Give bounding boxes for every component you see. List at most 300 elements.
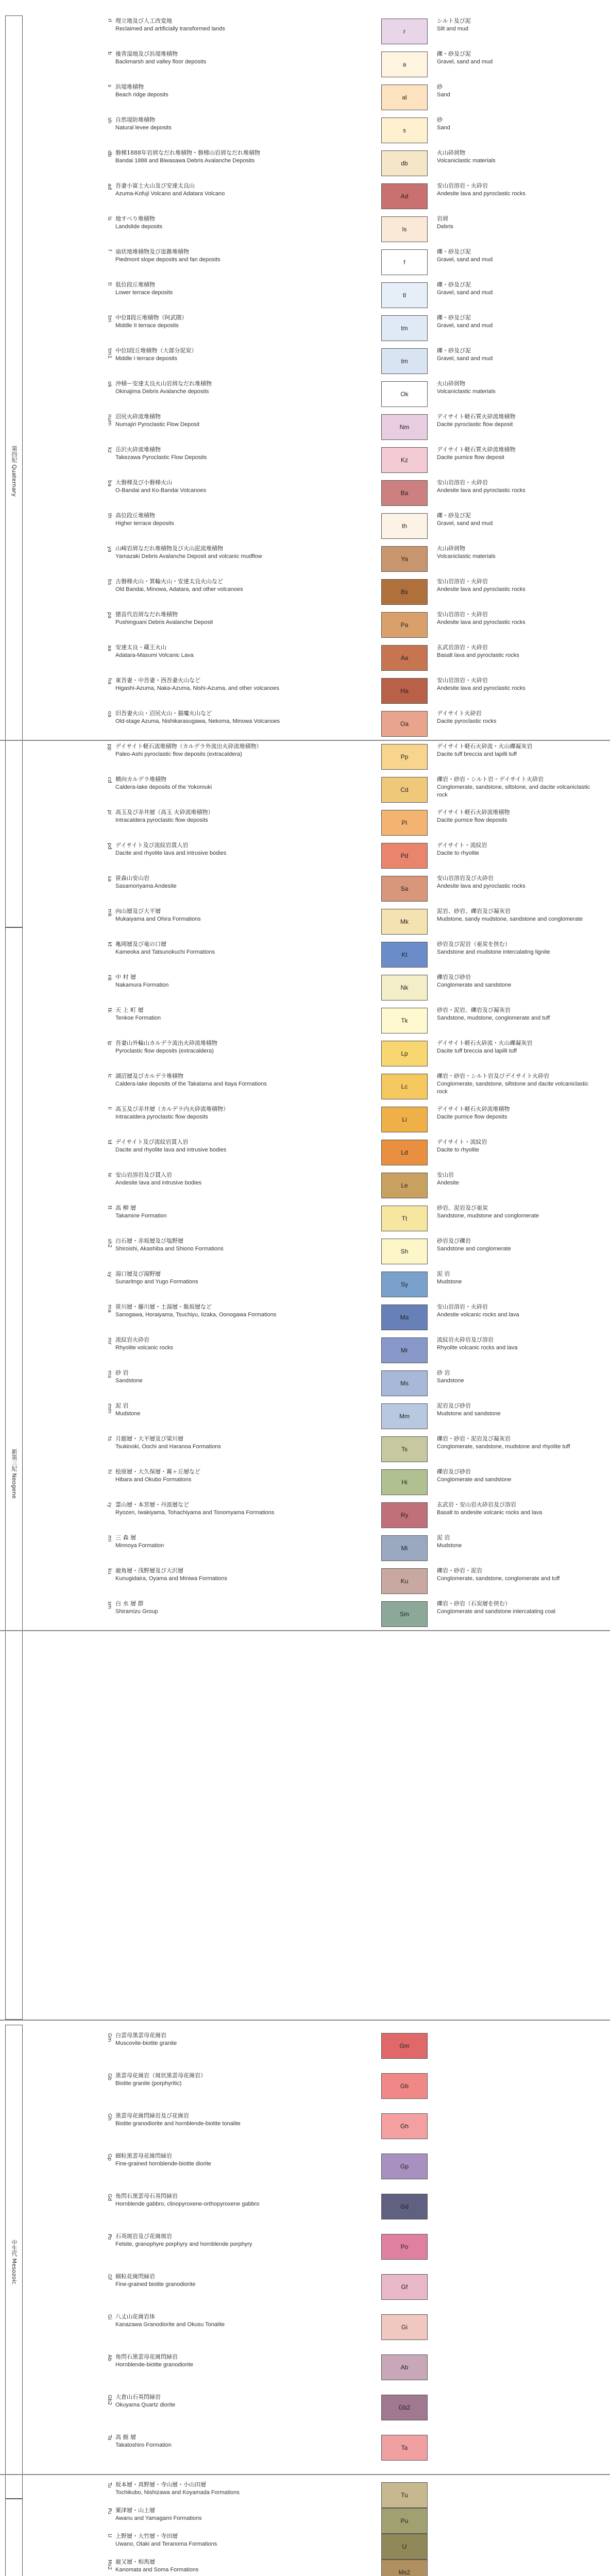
color-swatch: Ms2: [381, 2560, 428, 2576]
color-swatch: Lp: [381, 1041, 428, 1066]
lithology: [437, 1369, 597, 1385]
unit-code: sa: [107, 876, 112, 882]
color-swatch: r: [381, 19, 428, 44]
formation-name: [115, 809, 373, 824]
legend-row: [103, 774, 598, 807]
lithology: [437, 1270, 597, 1286]
lithology: [437, 1238, 597, 1253]
legend-row: [103, 2311, 598, 2344]
color-swatch: Nk: [381, 975, 428, 1001]
lithology: [437, 875, 597, 890]
formation-name-ja: 高 柳 層: [115, 1205, 136, 1211]
color-swatch: Pd: [381, 843, 428, 869]
legend-row: [103, 1268, 598, 1301]
lithology-ja: デイサイト軽石質火砕流堆積物: [437, 446, 516, 453]
lithology-ja: デイサイト軽石質火砕流堆積物: [437, 413, 516, 420]
color-swatch: Ab: [381, 2354, 428, 2380]
lithology: [437, 446, 597, 462]
formation-name-ja: 粟津層・山上層: [115, 2507, 155, 2514]
legend-row: [103, 1466, 598, 1499]
formation-name-ja: 大倉山石英閃緑岩: [115, 2394, 161, 2400]
unit-code: pa: [107, 612, 112, 619]
lithology-en: Andesite lava and pyroclastic rocks: [437, 487, 526, 494]
unit-code: hi: [107, 1469, 112, 1475]
lithology: [437, 545, 597, 561]
formation-name-en: Pushinguani Debris Avalanche Deposit: [115, 619, 213, 625]
color-swatch: Cd: [381, 777, 428, 803]
formation-name-en: Okuyama Quartz diorite: [115, 2401, 176, 2408]
formation-name: [115, 2193, 373, 2208]
unit-code: ls: [107, 216, 112, 221]
unit-code: ma: [107, 1304, 112, 1313]
unit-code: Gd: [107, 2194, 112, 2201]
unit-code: cd: [107, 777, 112, 783]
formation-name: [115, 743, 373, 758]
formation-name-en: Tenkoe Formation: [115, 1014, 161, 1021]
formation-name-ja: 高玉及び赤井層（高玉 火砕流堆積物）: [115, 809, 214, 816]
color-swatch: Gi: [381, 2314, 428, 2340]
legend-row: [103, 279, 598, 312]
lithology: [437, 611, 597, 626]
unit-code: tm1: [107, 348, 112, 359]
lithology-en: Mudstone: [437, 1278, 462, 1285]
lithology: [437, 479, 597, 495]
color-swatch: Ba: [381, 480, 428, 506]
unit-code: s: [107, 84, 112, 88]
legend-row: [103, 609, 598, 642]
lithology-ja: 砂岩及び泥岩（亜炭を挟む）: [437, 941, 511, 947]
legend-row: [103, 1170, 598, 1202]
formation-name: [115, 1238, 373, 1253]
formation-name-ja: 高玉及び赤井層（カルデラ内火砕流堆積物）: [115, 1106, 229, 1112]
formation-name-ja: 八丈山花崗岩体: [115, 2313, 155, 2320]
color-swatch: al: [381, 84, 428, 110]
color-swatch: Kt: [381, 942, 428, 968]
formation-name: [115, 2558, 373, 2574]
formation-name-en: Azuma-Kofuji Volcano and Adatara Volcano: [115, 190, 225, 197]
formation-name-ja: デイサイト軽石流堆積物（カルデラ外流出火砕流堆積物）: [115, 743, 262, 750]
lithology-ja: 安山岩溶岩・火砕岩: [437, 479, 488, 486]
formation-name-en: O-Bandai and Ko-Bandai Volcanoes: [115, 487, 207, 494]
formation-name-ja: 桧原層・大久保層・霧ヶ丘層など: [115, 1468, 200, 1475]
legend-row: [103, 147, 598, 180]
unit-code: Ta: [107, 2435, 112, 2441]
unit-code: kt: [107, 942, 112, 947]
legend-row: [103, 114, 598, 147]
unit-code: Pu: [107, 2508, 112, 2515]
lithology: [437, 413, 597, 429]
formation-name-ja: 上野層・大竹層・寺田層: [115, 2533, 178, 2539]
formation-name-en: Andesite lava and intrusive bodies: [115, 1179, 201, 1186]
color-swatch: Mk: [381, 909, 428, 935]
lithology-en: Basalt to andesite volcanic rocks and lava: [437, 1509, 543, 1516]
lithology-ja: デイサイト軽石火砕流堆積物: [437, 1106, 510, 1112]
formation-name-en: Takezawa Pyroclastic Flow Deposits: [115, 454, 207, 461]
lithology-en: Silt and mud: [437, 25, 469, 32]
color-swatch: Lc: [381, 1074, 428, 1099]
formation-name-en: Felsite, granophyre porphyry and hornblende porphyry: [115, 2241, 252, 2247]
lithology-ja: 砂岩、泥岩及び亜炭: [437, 1205, 488, 1211]
formation-name-ja: 白石層・赤坂層及び塩野層: [115, 1238, 183, 1244]
unit-code: Ab: [107, 2354, 112, 2362]
unit-code: db: [107, 150, 112, 157]
unit-code: ku: [107, 1568, 112, 1574]
unit-code: th: [107, 513, 112, 519]
formation-name-ja: 吾妻山外輪山カルデラ流出火砕流堆積物: [115, 1040, 217, 1046]
formation-name-en: Caldera-lake deposits of the Yokomuki: [115, 784, 212, 790]
legend-row: [103, 873, 598, 906]
legend-row: [103, 444, 598, 477]
lithology-ja: シルト及び泥: [437, 18, 471, 24]
formation-name-en: Sasamoriyama Andesite: [115, 883, 177, 889]
lithology: [437, 1567, 597, 1583]
formation-name-ja: 石英斑岩及び花崗斑岩: [115, 2233, 172, 2240]
color-swatch: Sy: [381, 1272, 428, 1297]
color-swatch: Ld: [381, 1140, 428, 1165]
lithology: [437, 215, 597, 231]
formation-name: [115, 1435, 373, 1451]
formation-name-ja: 白 水 層 群: [115, 1600, 144, 1607]
lithology-en: Dacite to rhyolite: [437, 850, 479, 856]
color-swatch: Tk: [381, 1008, 428, 1033]
lithology: [437, 743, 597, 758]
lithology-ja: 泥岩及び砂岩: [437, 1402, 471, 1409]
legend-row: [103, 1104, 598, 1137]
formation-name-en: Fine-grained hornblende-biotite diorite: [115, 2160, 211, 2167]
lithology-en: Conglomerate and sandstone: [437, 1476, 512, 1483]
lithology-en: Conglomerate, sandstone, siltstone and dacite volcaniclastic rock: [437, 1080, 589, 1095]
formation-name-ja: 細粒花崗閃緑岩: [115, 2273, 155, 2280]
formation-name-en: Sandstone: [115, 1377, 143, 1384]
formation-name-en: Biotite granodiorite and hornblende-biotite tonalite: [115, 2120, 241, 2127]
formation-name: [115, 248, 373, 264]
lithology-en: Conglomerate, sandstone, mudstone and rhyolite tuff: [437, 1443, 570, 1450]
formation-name: [115, 2313, 373, 2329]
legend-row: [103, 1565, 598, 1598]
formation-name-en: Uwano, Otaki and Teranoma Formations: [115, 2540, 217, 2547]
formation-name: [115, 1501, 373, 1517]
lithology-en: Volcaniclastic materials: [437, 157, 496, 164]
lithology: [437, 512, 597, 528]
lithology-en: Gravel, sand and mud: [437, 520, 493, 527]
formation-name-en: Shiramizu Group: [115, 1608, 158, 1615]
lithology: [437, 941, 597, 956]
formation-name: [115, 1534, 373, 1550]
lithology: [437, 1336, 597, 1352]
legend-row: [103, 378, 598, 411]
formation-name: [115, 1106, 373, 1121]
formation-name-ja: 角閃石黒雲母石英閃緑岩: [115, 2193, 178, 2199]
lithology-en: Sand: [437, 91, 450, 98]
formation-name-en: Intracaldera pyroclastic flow deposits: [115, 1113, 208, 1120]
lithology: [437, 1139, 597, 1154]
unit-code: lp: [107, 1041, 112, 1046]
formation-name-ja: 沖積ー安達太良火山岩屑なだれ堆積物: [115, 380, 212, 387]
legend-row: [103, 1499, 598, 1532]
formation-name: [115, 908, 373, 923]
formation-name: [115, 2072, 373, 2088]
unit-code: ts: [107, 1436, 112, 1442]
unit-code: Ms2: [107, 2560, 112, 2570]
formation-name-ja: 吾妻小富士火山及び安達太良山: [115, 182, 195, 189]
lithology-ja: 安山岩溶岩・火砕岩: [437, 611, 488, 618]
formation-name-en: Tochikubo, Nishizawa and Koyamada Formations: [115, 2489, 240, 2496]
unit-code: rl: [107, 19, 112, 22]
lithology: [437, 1073, 597, 1096]
lithology-ja: 礫・砂及び泥: [437, 281, 471, 288]
lithology-en: Basalt lava and pyroclastic rocks: [437, 652, 519, 658]
lithology-en: Andesite lava and pyroclastic rocks: [437, 586, 526, 592]
lithology-ja: デイサイト軽石火砕流堆積物: [437, 809, 510, 816]
formation-name: [115, 1270, 373, 1286]
lithology-ja: 安山岩溶岩・火砕岩: [437, 578, 488, 585]
formation-name-en: Hornblende gabbro, clinopyroxene-orthopyroxene gabbro: [115, 2200, 260, 2207]
unit-code: Gb2: [107, 2395, 112, 2405]
lithology-en: Dacite pumice flow deposits: [437, 1113, 507, 1120]
legend-row: [103, 2271, 598, 2304]
era-label: [5, 2499, 23, 2576]
formation-name-en: Landslide deposits: [115, 223, 163, 230]
unit-code: pi: [107, 810, 112, 815]
formation-name-en: Yamazaki Debris Avalanche Deposit and volcanic mudflow: [115, 553, 262, 560]
legend-row: [103, 576, 598, 609]
formation-name: [115, 2032, 373, 2047]
unit-code: sh: [107, 117, 112, 124]
formation-name-en: Muscovite-biotite granite: [115, 2040, 177, 2046]
formation-name: [115, 578, 373, 594]
formation-name-en: Kunugidaira, Oyama and Miniwa Formations: [115, 1575, 228, 1582]
formation-name-en: Kameoka and Tatsunokuchi Formations: [115, 948, 215, 955]
formation-name: [115, 380, 373, 396]
lithology-en: Sandstone and mudstone intercalating lignite: [437, 948, 550, 955]
formation-name-en: Sunaritngo and Yugo Formations: [115, 1278, 198, 1285]
color-swatch: Po: [381, 2234, 428, 2260]
unit-code: ba: [107, 480, 112, 487]
lithology: [437, 18, 597, 33]
unit-code: sy: [107, 1272, 112, 1278]
formation-name-en: Piedmont slope deposits and fan deposits: [115, 256, 221, 263]
lithology-ja: 砂: [437, 116, 443, 123]
formation-name-en: Middle I terrace deposits: [115, 355, 177, 362]
lithology-ja: 礫岩及び砂岩: [437, 1468, 471, 1475]
legend-row: [103, 675, 598, 708]
formation-name: [115, 776, 373, 791]
lithology-en: Gravel, sand and mud: [437, 322, 493, 329]
lithology-en: Gravel, sand and mud: [437, 58, 493, 65]
color-swatch: Gp: [381, 2154, 428, 2179]
formation-name-ja: 月舘層・大平層及び梁川層: [115, 1435, 183, 1442]
formation-name-en: Paleo-Ashi pyroclastic flow deposits (extracaldera): [115, 751, 242, 757]
unit-code: ld: [107, 1140, 112, 1145]
unit-code: pd: [107, 843, 112, 850]
unit-code: oa: [107, 711, 112, 718]
formation-name: [115, 83, 373, 99]
color-swatch: Tt: [381, 1206, 428, 1231]
formation-name-ja: 後背湿地及び浜堤堆積物: [115, 50, 178, 57]
color-swatch: Mr: [381, 1337, 428, 1363]
formation-name: [115, 116, 373, 132]
formation-name-en: Higher terrace deposits: [115, 520, 174, 527]
lithology-ja: 礫・砂及び泥: [437, 512, 471, 519]
color-swatch: Oa: [381, 711, 428, 737]
legend-row: [103, 2432, 598, 2465]
lithology-en: Conglomerate, sandstone, conglomerate and tuff: [437, 1575, 560, 1582]
legend-row: [103, 2556, 598, 2576]
formation-name: [115, 1402, 373, 1418]
color-swatch: Sa: [381, 876, 428, 902]
color-swatch: tm: [381, 348, 428, 374]
color-swatch: Ta: [381, 2435, 428, 2461]
lithology-ja: 火山砕屑物: [437, 380, 465, 387]
lithology: [437, 182, 597, 198]
formation-name: [115, 1205, 373, 1220]
unit-code: tm: [107, 315, 112, 323]
lithology-en: Dacite tuff breccia and lapilli tuff: [437, 1047, 517, 1054]
color-swatch: Ry: [381, 1502, 428, 1528]
lithology-en: Dacite pyroclastic flow deposit: [437, 421, 513, 428]
formation-name-ja: 東吾妻・中吾妻・西吾妻火山など: [115, 677, 200, 684]
color-swatch: Gm: [381, 2033, 428, 2059]
lithology-en: Sandstone and conglomerate: [437, 1245, 511, 1252]
formation-name-en: Nakamura Formation: [115, 981, 169, 988]
unit-code: Gi: [107, 2314, 112, 2320]
formation-name: [115, 1139, 373, 1154]
lithology: [437, 380, 597, 396]
formation-name: [115, 1040, 373, 1055]
lithology-en: Volcaniclastic materials: [437, 553, 496, 560]
formation-name: [115, 545, 373, 561]
lithology: [437, 149, 597, 165]
unit-code: Gm: [107, 2033, 112, 2042]
formation-name-ja: 黒雲母花崗閃緑岩及び花崗岩: [115, 2112, 189, 2119]
formation-name: [115, 215, 373, 231]
formation-name: [115, 446, 373, 462]
color-swatch: Gb2: [381, 2395, 428, 2420]
color-swatch: Ms: [381, 1370, 428, 1396]
formation-name-ja: 猪苗代岩屑なだれ堆積物: [115, 611, 178, 618]
legend-row: [103, 411, 598, 444]
formation-name-en: Numajiri Pyroclastic Flow Deposit: [115, 421, 200, 428]
legend-row: [103, 81, 598, 114]
legend-row: [103, 1038, 598, 1071]
formation-name-en: Backmarsh and valley floor deposits: [115, 58, 207, 65]
color-swatch: Gd: [381, 2194, 428, 2219]
formation-name-ja: 細粒黒雲母花崗閃緑岩: [115, 2153, 172, 2159]
legend-row: [103, 642, 598, 675]
formation-name-ja: 湖沼層及びカルデラ堆積物: [115, 1073, 183, 1079]
formation-name-ja: 亀岡層及び竜の口層: [115, 941, 166, 947]
lithology-ja: 火山砕屑物: [437, 545, 465, 552]
legend-row: [103, 2191, 598, 2224]
formation-name-en: Natural levee deposits: [115, 124, 172, 131]
legend-row: [103, 2392, 598, 2425]
formation-name-en: Tsukinoki, Oochi and Haranoa Formations: [115, 1443, 221, 1450]
formation-name: [115, 2394, 373, 2409]
legend-row: [103, 1137, 598, 1170]
color-swatch: Bs: [381, 579, 428, 605]
formation-name: [115, 413, 373, 429]
formation-name-en: Hibara and Okubo Formations: [115, 1476, 192, 1483]
lithology: [437, 710, 597, 725]
legend-row: [103, 213, 598, 246]
formation-name-en: Middle II terrace deposits: [115, 322, 179, 329]
lithology-ja: 礫岩・砂岩・シルト岩・デイサイト火砕岩: [437, 776, 544, 783]
lithology: [437, 248, 597, 264]
color-swatch: Ma: [381, 1304, 428, 1330]
formation-name: [115, 677, 373, 692]
unit-code: li: [107, 1107, 112, 1110]
lithology-ja: 礫岩・砂岩（石炭層を挟む）: [437, 1600, 511, 1607]
formation-name-en: Minnoya Formation: [115, 1542, 164, 1549]
formation-name-en: Intracaldera pyroclastic flow deposits: [115, 817, 208, 823]
formation-name-en: Awanu and Yamagami Formations: [115, 2515, 202, 2521]
formation-name-ja: 浜堤堆積物: [115, 83, 144, 90]
formation-name-en: Hornblende-biotite granodiorite: [115, 2361, 194, 2368]
lithology-en: Dacite pyroclastic rocks: [437, 718, 497, 724]
lithology: [437, 1435, 597, 1451]
unit-code: le: [107, 1173, 112, 1177]
lithology-en: Mudstone: [437, 1542, 462, 1549]
legend-row: [103, 1235, 598, 1268]
formation-name-ja: 笹川層・藤川層・土湯層・飯坂層など: [115, 1303, 212, 1310]
lithology-en: Sandstone, mudstone, conglomerate and tuff: [437, 1014, 550, 1021]
formation-name-en: Adatara-Masumi Volcanic Lava: [115, 652, 194, 658]
formation-name: [115, 2112, 373, 2128]
legend-row: [103, 48, 598, 81]
color-swatch: Pu: [381, 2508, 428, 2534]
color-swatch: Ok: [381, 381, 428, 407]
unit-code: ya: [107, 546, 112, 553]
color-swatch: Sm: [381, 1601, 428, 1627]
section-divider: [0, 2474, 610, 2475]
color-swatch: Aa: [381, 645, 428, 671]
unit-code: mi: [107, 1535, 112, 1542]
formation-name-en: Beach ridge deposits: [115, 91, 168, 98]
unit-code: Gp: [107, 2154, 112, 2161]
formation-name: [115, 2233, 373, 2248]
legend-row: [103, 1301, 598, 1334]
legend-row: [103, 708, 598, 741]
lithology: [437, 1534, 597, 1550]
color-swatch: Hi: [381, 1469, 428, 1495]
formation-name: [115, 149, 373, 165]
unit-code: Gh: [107, 2113, 112, 2121]
formation-name-ja: 泥 岩: [115, 1402, 129, 1409]
color-swatch: Kz: [381, 447, 428, 473]
formation-name-ja: 扇状地堆積物及び崖錐堆積物: [115, 248, 189, 255]
unit-code: ry: [107, 1502, 112, 1508]
lithology-en: Gravel, sand and mud: [437, 256, 493, 263]
unit-code: kz: [107, 447, 112, 453]
lithology-en: Conglomerate, sandstone, siltstone, and dacite volcaniclastic rock: [437, 784, 590, 798]
lithology-en: Conglomerate and sandstone: [437, 981, 512, 988]
lithology: [437, 1303, 597, 1319]
formation-name-ja: 古磐梯火山・箕輪火山・安達太良火山など: [115, 578, 223, 585]
formation-name: [115, 512, 373, 528]
lithology-ja: 砂: [437, 83, 443, 90]
formation-name-ja: 高位段丘堆積物: [115, 512, 155, 519]
formation-name: [115, 2353, 373, 2369]
formation-name-ja: デイサイト及び流紋岩貫入岩: [115, 1139, 189, 1145]
lithology: [437, 842, 597, 857]
formation-name-en: Takamine Formation: [115, 1212, 167, 1219]
lithology-ja: 安山岩溶岩・火砕岩: [437, 677, 488, 684]
lithology: [437, 1172, 597, 1187]
legend-row: [103, 1598, 598, 1631]
lithology-en: Sandstone: [437, 1377, 464, 1384]
lithology-en: Conglomerate and sandstone intercalating coal: [437, 1608, 555, 1615]
color-swatch: Sh: [381, 1239, 428, 1264]
